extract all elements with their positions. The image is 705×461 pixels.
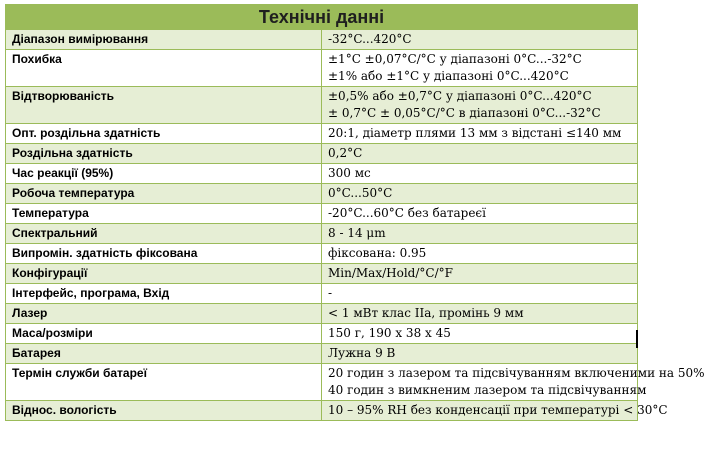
- table-row: [6, 30, 638, 50]
- value-line: 8 - 14 μm: [328, 226, 386, 240]
- table-row: [6, 164, 638, 184]
- param-value: [322, 324, 638, 344]
- param-value: [322, 164, 638, 184]
- param-value: [322, 224, 638, 244]
- spec-table-body: [6, 30, 705, 421]
- text-cursor: [636, 330, 638, 348]
- table-row: [6, 184, 638, 204]
- param-name: Похибка: [6, 50, 322, 87]
- param-value: [322, 50, 638, 87]
- table-row: [6, 50, 638, 87]
- param-name: Лазер: [6, 304, 322, 324]
- param-value: [322, 364, 705, 401]
- value-line: ±1% або ±1°C у діапазоні 0°C...420°C: [328, 69, 569, 83]
- value-line: 300 мс: [328, 166, 371, 180]
- value-line: фіксована: 0.95: [328, 246, 427, 260]
- param-name: Випромін. здатність фіксована: [6, 244, 322, 264]
- param-value: [322, 344, 638, 364]
- value-line: 40 годин з вимкненим лазером та підсвічуванням: [328, 383, 647, 397]
- value-line: 0,2°C: [328, 146, 363, 160]
- value-line: 20 годин з лазером та підсвічуванням включеними на 50%: [328, 366, 705, 380]
- param-value: [322, 264, 638, 284]
- table-row: [6, 364, 638, 401]
- param-name: Спектральний: [6, 224, 322, 244]
- table-row: [6, 344, 638, 364]
- param-name: Діапазон вимірювання: [6, 30, 322, 50]
- param-name: Батарея: [6, 344, 322, 364]
- param-name: Термін служби батареї: [6, 364, 322, 401]
- param-value: [322, 401, 668, 421]
- param-name: Інтерфейс, програма, Вхід: [6, 284, 322, 304]
- table-row: [6, 224, 638, 244]
- table-row: [6, 284, 638, 304]
- value-line: ±1°C ±0,07°C/°C у діапазоні 0°C...-32°C: [328, 52, 582, 66]
- param-value: [322, 30, 638, 50]
- spec-table: [5, 4, 705, 421]
- table-row: [6, 144, 638, 164]
- param-value: [322, 284, 638, 304]
- param-value: [322, 204, 638, 224]
- value-line: < 1 мВт клас IIa, промінь 9 мм: [328, 306, 524, 320]
- value-line: 0°C...50°C: [328, 186, 393, 200]
- param-value: [322, 304, 638, 324]
- table-title: Технічні данні: [6, 5, 638, 30]
- value-line: Min/Max/Hold/°C/°F: [328, 266, 453, 280]
- value-line: -32°C...420°C: [328, 32, 412, 46]
- table-row: [6, 124, 638, 144]
- table-row: [6, 204, 638, 224]
- table-row: [6, 264, 638, 284]
- param-value: [322, 87, 638, 124]
- table-row: [6, 304, 638, 324]
- table-row: [6, 87, 638, 124]
- value-line: ±0,5% або ±0,7°C у діапазоні 0°C...420°C: [328, 89, 592, 103]
- param-value: [322, 244, 638, 264]
- param-name: Роздільна здатність: [6, 144, 322, 164]
- param-name: Робоча температура: [6, 184, 322, 204]
- value-line: ± 0,7°C ± 0,05°C/°C в діапазоні 0°C...-32°C: [328, 106, 601, 120]
- param-value: [322, 124, 638, 144]
- value-line: 20:1, діаметр плями 13 мм з відстані ≤140 мм: [328, 126, 622, 140]
- param-name: Відтворюваність: [6, 87, 322, 124]
- param-name: Конфігурації: [6, 264, 322, 284]
- param-name: Маса/розміри: [6, 324, 322, 344]
- param-value: [322, 144, 638, 164]
- param-name: Час реакції (95%): [6, 164, 322, 184]
- value-line: 10 – 95% RH без конденсації при температурі < 30°C: [328, 403, 668, 417]
- table-row: [6, 324, 638, 344]
- param-name: Віднос. вологість: [6, 401, 322, 421]
- table-row: [6, 401, 638, 421]
- value-line: 150 г, 190 x 38 x 45: [328, 326, 451, 340]
- value-line: Лужна 9 В: [328, 346, 396, 360]
- table-row: [6, 244, 638, 264]
- param-name: Температура: [6, 204, 322, 224]
- param-name: Опт. роздільна здатність: [6, 124, 322, 144]
- value-line: -20°C...60°C без батареєї: [328, 206, 486, 220]
- value-line: -: [328, 286, 333, 300]
- param-value: [322, 184, 638, 204]
